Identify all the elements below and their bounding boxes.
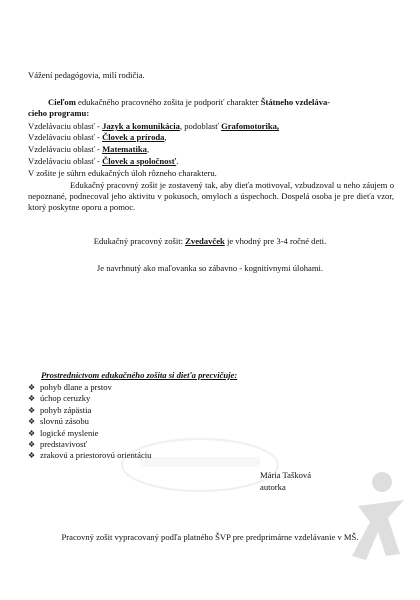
suitability-line: Edukačný pracovný zošit: Zvedavček je vhodný pre 3-4 ročné deti. (93, 236, 327, 246)
area-name: Človek a spoločnosť (102, 156, 177, 166)
intro-bold-start: Cieľom (48, 97, 76, 107)
design-line: Je navrhnutý ako maľovanka so zábavno - kognitívnymi úlohami. (96, 263, 324, 273)
list-item: ❖ pohyb zápästia (28, 404, 92, 415)
area-name: Jazyk a komunikácia (102, 121, 180, 131)
list-item: ❖ zrakovú a priestorovú orientáciu (28, 450, 152, 461)
four-diamond-bullet-icon: ❖ (28, 383, 36, 392)
list-item: ❖ úchop ceruzky (28, 393, 91, 404)
footer-line: Pracovný zošit vypracovaný podľa platného ŠVP pre predprimárne vzdelávanie v MŠ. (61, 532, 359, 542)
area-line: Vzdelávaciu oblasť - Matematika, (28, 144, 150, 154)
intro-program-1: Štátneho vzdeláva- (260, 97, 331, 107)
four-diamond-bullet-icon: ❖ (28, 417, 36, 427)
motivation-paragraph: Edukačný pracovný zošit je zostavený tak, aby dieťa motivoval, vzbudzoval u neho záujem o nepoznané, podnecoval jeho aktivitu v pokusoch, omyloch a úspechoch. Dospelá osoba je pre dieťa vzor, ktorý poskytne oporu a pomoc. (28, 180, 394, 212)
intro-paragraph: Cieľom edukačného pracovného zošita je podporiť charakter Štátneho vzdeláva- cieho programu: (28, 97, 331, 118)
list-item: ❖ pohyb dlane a prstov (28, 382, 112, 392)
area-line: Vzdelávaciu oblasť - Človek a spoločnosť. (28, 156, 179, 166)
four-diamond-bullet-icon: ❖ (28, 451, 36, 461)
author-name: Mária Tašková (260, 470, 312, 480)
skills-heading: Prostredníctvom edukačného zošita si dieťa precvičuje: (41, 370, 238, 380)
figure-watermark-icon (344, 462, 414, 582)
faint-stamp-watermark (120, 435, 280, 495)
area-line: Vzdelávaciu oblasť - Jazyk a komunikácia, podoblasť Grafomotorika, (28, 121, 280, 131)
intro-text: edukačného pracovného zošita je podporiť charakter (75, 97, 261, 107)
subarea-name: Grafomotorika, (221, 121, 280, 131)
four-diamond-bullet-icon: ❖ (28, 394, 36, 404)
author-role: autorka (260, 482, 286, 492)
area-name: Človek a príroda (102, 132, 165, 142)
list-item: ❖ slovnú zásobu (28, 416, 89, 427)
area-line: Vzdelávaciu oblasť - Človek a príroda, (28, 132, 167, 142)
greeting: Vážení pedagógovia, milí rodičia. (28, 70, 145, 80)
summary-line: V zošite je súhrn edukačných úloh rôzneho charakteru. (28, 168, 217, 178)
list-item: ❖ logické myslenie (28, 427, 99, 438)
four-diamond-bullet-icon: ❖ (28, 405, 36, 415)
four-diamond-bullet-icon: ❖ (28, 428, 36, 438)
workbook-name: Zvedavček (185, 236, 225, 246)
area-name: Matematika (102, 144, 147, 154)
intro-program-2: cieho programu (28, 108, 87, 118)
four-diamond-bullet-icon: ❖ (28, 439, 36, 449)
list-item: ❖ predstavivosť (28, 438, 88, 449)
